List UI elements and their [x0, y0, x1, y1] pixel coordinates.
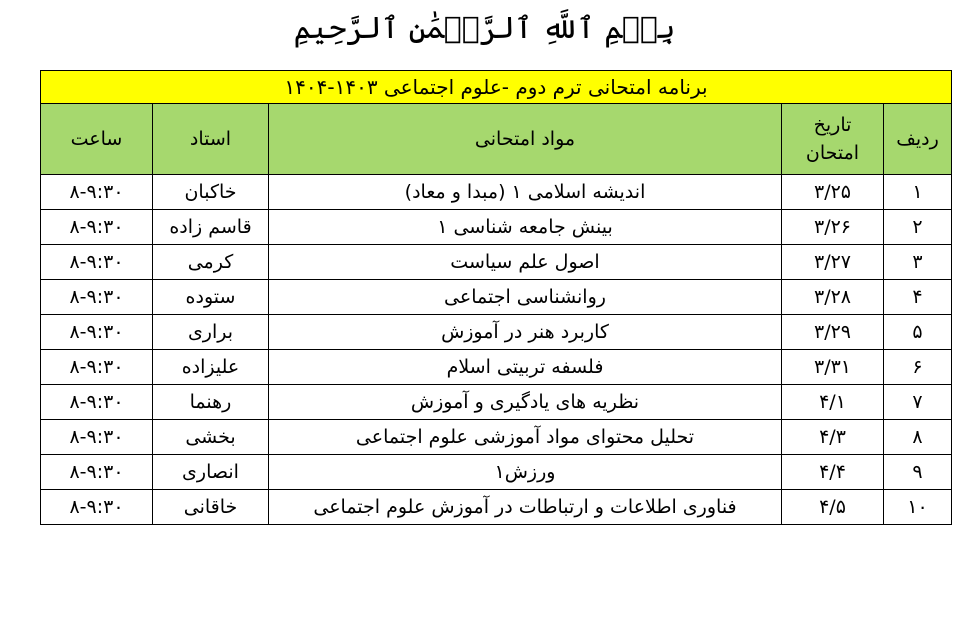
table-row	[41, 210, 952, 245]
cell-teacher: خاکبان	[153, 175, 269, 210]
cell-time: ۸-۹:۳۰	[41, 245, 153, 280]
cell-time: ۸-۹:۳۰	[41, 210, 153, 245]
cell-teacher: بخشی	[153, 420, 269, 455]
column-header-row-no: ردیف	[884, 104, 952, 175]
cell-row-no: ۶	[884, 350, 952, 385]
column-header-teacher: استاد	[153, 104, 269, 175]
table-row	[41, 175, 952, 210]
cell-row-no: ۲	[884, 210, 952, 245]
cell-time: ۸-۹:۳۰	[41, 455, 153, 490]
exam-schedule-table	[40, 70, 952, 525]
cell-subject: ورزش۱	[269, 455, 782, 490]
cell-teacher: ستوده	[153, 280, 269, 315]
cell-date: ۴/۱	[782, 385, 884, 420]
cell-row-no: ۹	[884, 455, 952, 490]
table-row	[41, 385, 952, 420]
cell-subject: روانشناسی اجتماعی	[269, 280, 782, 315]
cell-date: ۴/۴	[782, 455, 884, 490]
cell-time: ۸-۹:۳۰	[41, 350, 153, 385]
table-row	[41, 350, 952, 385]
cell-time: ۸-۹:۳۰	[41, 490, 153, 525]
cell-date: ۳/۲۸	[782, 280, 884, 315]
column-header-date: تاریخ امتحان	[782, 104, 884, 175]
table-row	[41, 490, 952, 525]
table-header-row	[41, 104, 952, 175]
cell-date: ۳/۲۶	[782, 210, 884, 245]
cell-subject: نظریه های یادگیری و آموزش	[269, 385, 782, 420]
cell-date: ۳/۲۹	[782, 315, 884, 350]
cell-row-no: ۸	[884, 420, 952, 455]
cell-subject: اندیشه اسلامی ۱ (مبدا و معاد)	[269, 175, 782, 210]
cell-teacher: انصاری	[153, 455, 269, 490]
cell-time: ۸-۹:۳۰	[41, 280, 153, 315]
table-row	[41, 245, 952, 280]
cell-date: ۳/۲۷	[782, 245, 884, 280]
bismillah-heading: بِسۡمِ ٱللَّهِ ٱلرَّحۡمَٰنِ ٱلرَّحِيمِ	[293, 11, 676, 46]
cell-date: ۴/۵	[782, 490, 884, 525]
cell-teacher: علیزاده	[153, 350, 269, 385]
cell-teacher: خاقانی	[153, 490, 269, 525]
cell-subject: بینش جامعه شناسی ۱	[269, 210, 782, 245]
cell-time: ۸-۹:۳۰	[41, 420, 153, 455]
column-header-time: ساعت	[41, 104, 153, 175]
cell-subject: فناوری اطلاعات و ارتباطات در آموزش علوم اجتماعی	[269, 490, 782, 525]
cell-row-no: ۱۰	[884, 490, 952, 525]
cell-teacher: براری	[153, 315, 269, 350]
table-body	[41, 175, 952, 525]
table-title-row	[41, 71, 952, 104]
cell-date: ۴/۳	[782, 420, 884, 455]
table-title: برنامه امتحانی ترم دوم -علوم اجتماعی ۱۴۰۳-۱۴۰۴	[41, 71, 952, 104]
cell-row-no: ۴	[884, 280, 952, 315]
table-row	[41, 280, 952, 315]
column-header-subject: مواد امتحانی	[269, 104, 782, 175]
cell-row-no: ۱	[884, 175, 952, 210]
cell-subject: کاربرد هنر در آموزش	[269, 315, 782, 350]
table-row	[41, 420, 952, 455]
cell-subject: تحلیل محتوای مواد آموزشی علوم اجتماعی	[269, 420, 782, 455]
cell-time: ۸-۹:۳۰	[41, 315, 153, 350]
cell-time: ۸-۹:۳۰	[41, 385, 153, 420]
cell-date: ۳/۲۵	[782, 175, 884, 210]
cell-teacher: قاسم زاده	[153, 210, 269, 245]
table-row	[41, 315, 952, 350]
table-row	[41, 455, 952, 490]
cell-row-no: ۵	[884, 315, 952, 350]
cell-date: ۳/۳۱	[782, 350, 884, 385]
cell-subject: فلسفه تربیتی اسلام	[269, 350, 782, 385]
cell-teacher: رهنما	[153, 385, 269, 420]
cell-row-no: ۳	[884, 245, 952, 280]
cell-teacher: کرمی	[153, 245, 269, 280]
cell-time: ۸-۹:۳۰	[41, 175, 153, 210]
cell-row-no: ۷	[884, 385, 952, 420]
cell-subject: اصول علم سیاست	[269, 245, 782, 280]
